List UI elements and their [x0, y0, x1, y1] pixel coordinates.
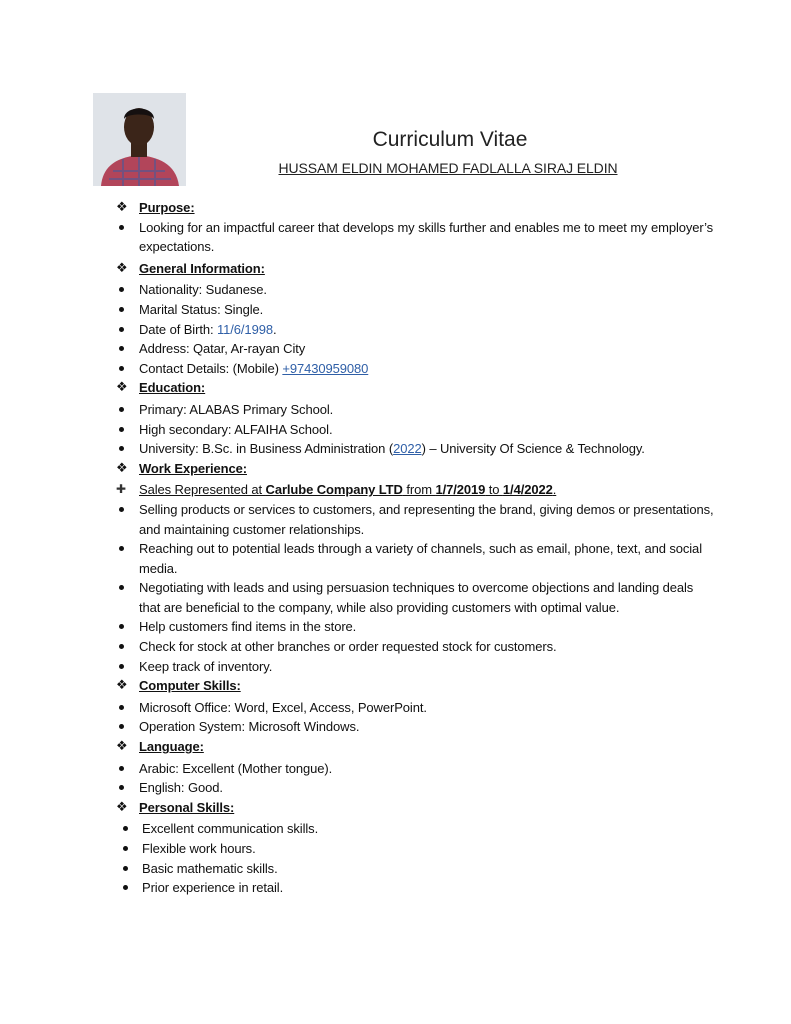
education-university: University: B.Sc. in Business Administration (2022) – University Of Science & Technology. — [116, 439, 716, 459]
bullet-icon — [123, 885, 128, 890]
bullet-icon — [123, 866, 128, 871]
list-item: Microsoft Office: Word, Excel, Access, PowerPoint. — [116, 698, 716, 718]
list-item: Arabic: Excellent (Mother tongue). — [116, 759, 716, 779]
bullet-icon — [119, 287, 124, 292]
section-heading-purpose: ❖ Purpose: — [116, 199, 195, 215]
date-of-birth: Date of Birth: 11/6/1998. — [116, 320, 716, 340]
bullet-icon — [119, 705, 124, 710]
profile-photo — [93, 93, 186, 186]
list-item: English: Good. — [116, 778, 716, 798]
section-heading-education: ❖ Education: — [116, 379, 206, 396]
bullet-icon — [119, 307, 124, 312]
bullet-icon — [119, 427, 124, 432]
diamond-bullet-icon: ❖ — [116, 459, 128, 475]
bullet-icon — [119, 585, 124, 590]
bullet-icon — [119, 446, 124, 451]
list-item: Excellent communication skills. — [116, 819, 716, 839]
list-item: Keep track of inventory. — [116, 657, 716, 677]
bullet-icon — [119, 407, 124, 412]
job-title: ✚ Sales Represented at Carlube Company LTD from 1/7/2019 to 1/4/2022. — [116, 480, 716, 500]
dob-value: 11/6/1998 — [216, 321, 273, 337]
list-item: Prior experience in retail. — [116, 878, 716, 898]
bullet-icon — [119, 327, 124, 332]
section-heading-language: ❖ Language: — [116, 738, 204, 755]
section-heading-general: ❖ General Information: — [116, 259, 265, 276]
bullet-icon — [119, 766, 124, 771]
list-item: Selling products or services to customers, and representing the brand, giving demos or presentations, and maintaining customer relationships. — [116, 500, 716, 539]
bullet-icon — [119, 785, 124, 790]
section-heading-work: ❖ Work Experience: — [116, 459, 247, 476]
phone-link[interactable]: +97430959080 — [282, 360, 369, 376]
education-secondary: High secondary: ALFAIHA School. — [116, 420, 716, 440]
bullet-icon — [119, 366, 124, 371]
list-item: Operation System: Microsoft Windows. — [116, 717, 716, 737]
bullet-icon — [119, 664, 124, 669]
bullet-icon — [119, 644, 124, 649]
list-item: Basic mathematic skills. — [116, 859, 716, 879]
bullet-icon — [119, 546, 124, 551]
candidate-name: HUSSAM ELDIN MOHAMED FADLALLA SIRAJ ELDIN — [278, 160, 618, 176]
bullet-icon — [119, 724, 124, 729]
diamond-bullet-icon: ❖ — [116, 738, 128, 754]
education-primary: Primary: ALABAS Primary School. — [116, 400, 716, 420]
bullet-icon — [119, 225, 124, 230]
list-item: Negotiating with leads and using persuasion techniques to overcome objections and landing deals that are beneficial to the company, while also providing customers with optimal value. — [116, 578, 716, 617]
diamond-bullet-icon: ❖ — [116, 798, 128, 814]
diamond-bullet-icon: ❖ — [116, 379, 128, 395]
contact-details: Contact Details: (Mobile) +97430959080 — [116, 359, 716, 379]
bullet-icon — [119, 507, 124, 512]
address: Address: Qatar, Ar-rayan City — [116, 339, 716, 359]
bullet-icon — [123, 846, 128, 851]
bullet-icon — [119, 346, 124, 351]
graduation-year: 2022 — [393, 441, 422, 457]
list-item: Help customers find items in the store. — [116, 617, 716, 637]
list-item: Check for stock at other branches or order requested stock for customers. — [116, 637, 716, 657]
diamond-bullet-icon: ❖ — [116, 259, 128, 275]
page-title: Curriculum Vitae — [372, 128, 528, 151]
list-item: Reaching out to potential leads through a variety of channels, such as email, phone, text, and social media. — [116, 539, 716, 578]
cv-body — [116, 198, 716, 898]
section-heading-personal: ❖ Personal Skills: — [116, 798, 235, 815]
list-item: Looking for an impactful career that develops my skills further and enables me to meet my employer’s expectations. — [116, 218, 716, 257]
diamond-bullet-icon: ❖ — [116, 677, 128, 693]
section-heading-computer: ❖ Computer Skills: — [116, 677, 241, 694]
bullet-icon — [119, 624, 124, 629]
marital-status: Marital Status: Single. — [116, 300, 716, 320]
list-item: Flexible work hours. — [116, 839, 716, 859]
nationality: Nationality: Sudanese. — [116, 280, 716, 300]
diamond-bullet-icon: ❖ — [116, 199, 128, 214]
bullet-icon — [123, 826, 128, 831]
arrow-bullet-icon: ✚ — [116, 482, 126, 497]
